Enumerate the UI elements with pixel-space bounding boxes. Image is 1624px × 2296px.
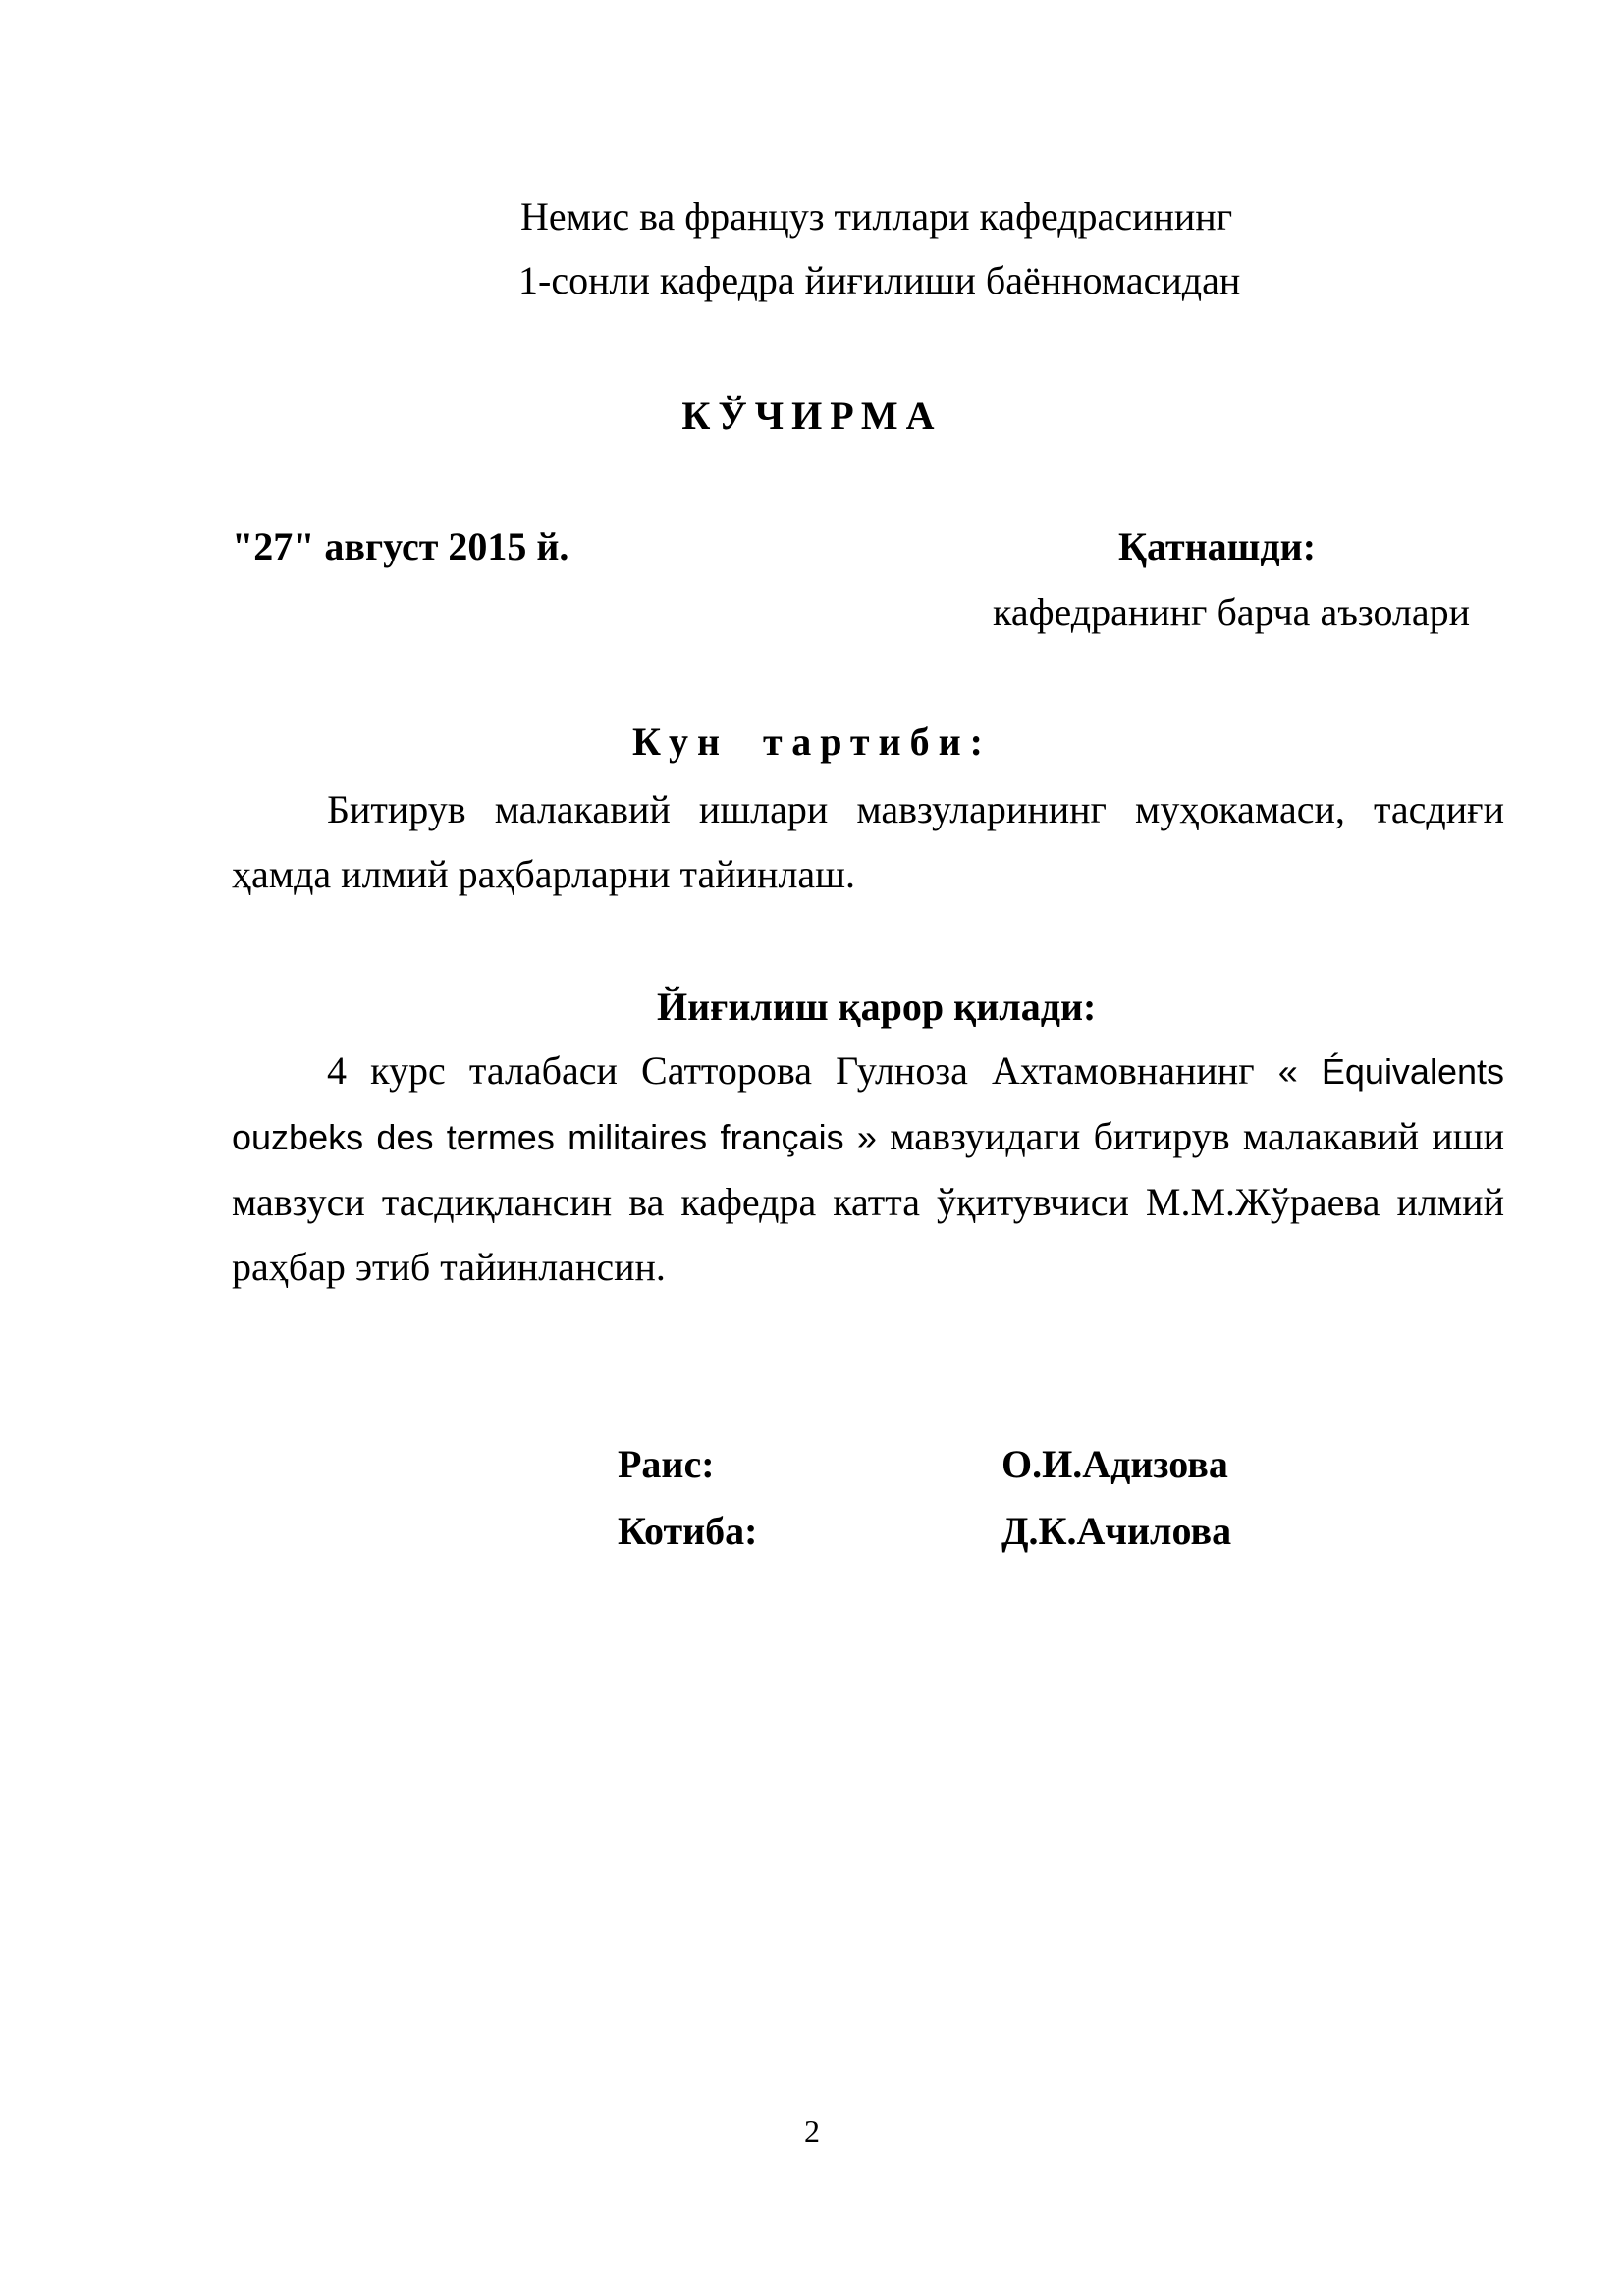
agenda-text: Битирув малакавий ишлари мавзуларининг муҳокамаси, тасдиғи ҳамда илмий раҳбарларни тайинлаш. (232, 787, 1504, 896)
secretary-label: Котиба: (618, 1509, 758, 1553)
participants-value: кафедранинг барча аъзолари (993, 590, 1471, 634)
agenda-heading: Кун тартиби: (632, 720, 992, 764)
chair-name: О.И.Адизова (1001, 1442, 1228, 1486)
chair-label: Раис: (618, 1442, 715, 1486)
document-title: КЎЧИРМА (681, 394, 943, 438)
decision-heading: Йиғилиш қарор қилади: (657, 985, 1097, 1029)
decision-text (232, 1039, 1504, 1300)
decision-text-part-3: мавзуидаги битирув малакавий иши мавзуси тасдиқлансин ва кафедра катта ўқитувчиси М.М.Жўраева илмий раҳбар этиб тайинлансин. (232, 1114, 1505, 1289)
page-number: 2 (804, 2113, 820, 2149)
header-line-1: Немис ва француз тиллари кафедрасининг (520, 194, 1233, 239)
secretary-name: Д.К.Ачилова (1001, 1509, 1232, 1553)
decision-text-french-title: « Équivalents ouzbeks des termes militaires français » (232, 1051, 1504, 1157)
decision-text-part-1: 4 курс талабаси Сатторова Гулноза Ахтамовнанинг (327, 1048, 1278, 1093)
participants-label: Қатнашди: (1118, 524, 1317, 568)
document-date: "27" август 2015 й. (232, 524, 569, 568)
header-line-2: 1-сонли кафедра йиғилиши баённомасидан (518, 258, 1241, 302)
